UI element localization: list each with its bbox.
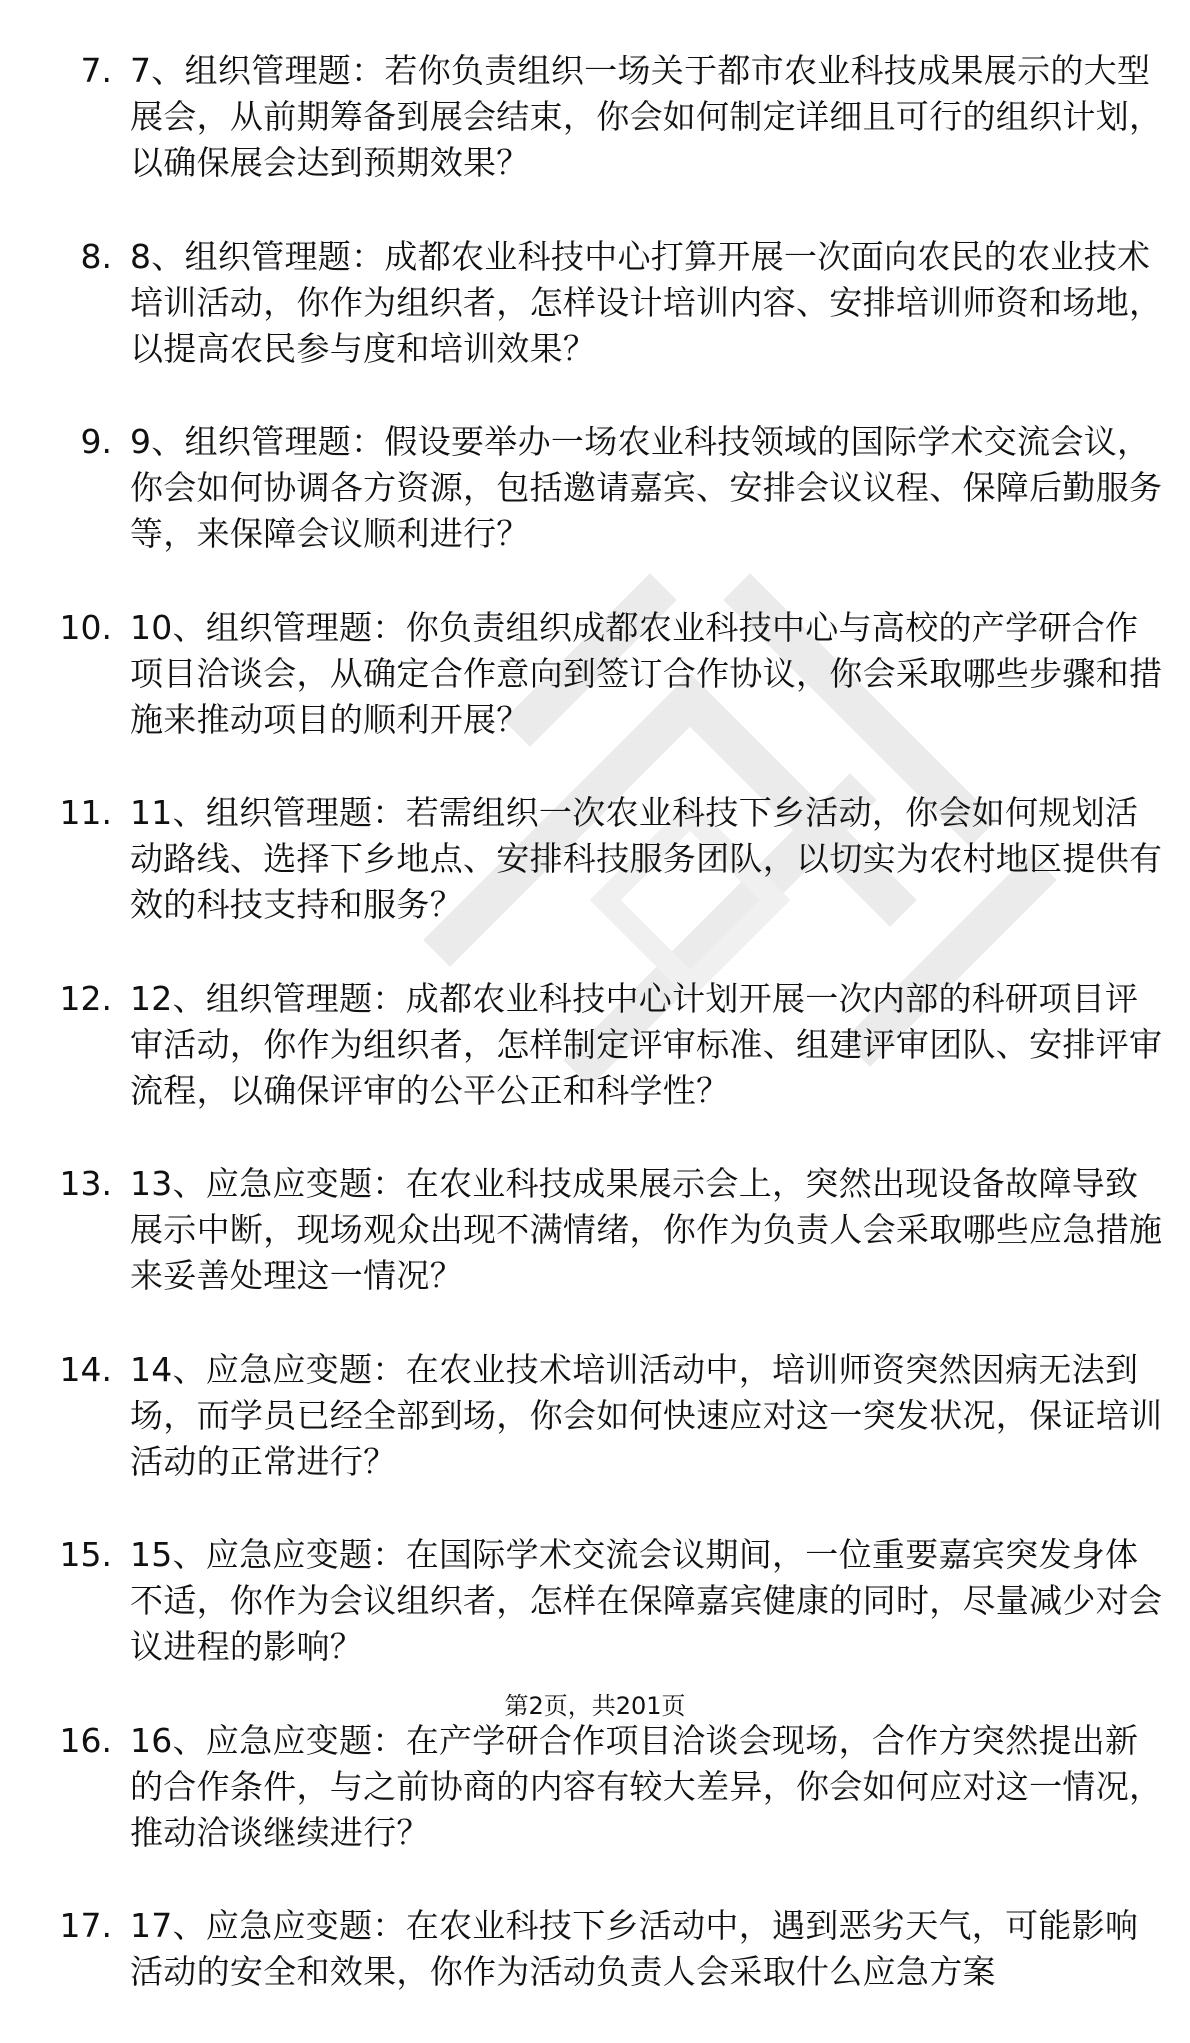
question-text: 10、组织管理题：你负责组织成都农业科技中心与高校的产学研合作项目洽谈会，从确定合作意向到签订合作协议，你会采取哪些步骤和措施来推动项目的顺利开展？ xyxy=(130,607,1163,739)
list-item xyxy=(0,234,1190,372)
page-footer: 第2页，共201页 xyxy=(504,1692,686,1720)
question-text: 8、组织管理题：成都农业科技中心打算开展一次面向农民的农业技术培训活动，你作为组织者，怎样设计培训内容、安排培训师资和场地，以提高农民参与度和培训效果？ xyxy=(130,236,1163,368)
question-number: 12. xyxy=(59,978,112,1018)
list-item xyxy=(0,1718,1190,1856)
list-item xyxy=(0,1903,1190,1995)
question-number: 13. xyxy=(59,1164,112,1203)
question-text: 9、组织管理题：假设要举办一场农业科技领域的国际学术交流会议，你会如何协调各方资源，包括邀请嘉宾、安排会议议程、保障后勤服务等，来保障会议顺利进行？ xyxy=(130,422,1163,553)
question-number: 14. xyxy=(59,1349,112,1389)
question-text: 14、应急应变题：在农业技术培训活动中，培训师资突然因病无法到场，而学员已经全部到场，你会如何快速应对这一突发状况，保证培训活动的正常进行？ xyxy=(130,1349,1163,1481)
question-text: 17、应急应变题：在农业科技下乡活动中，遇到恶劣天气，可能影响活动的安全和效果，你作为活动负责人会采取什么应急方案 xyxy=(130,1906,1139,1991)
question-text: 13、应急应变题：在农业科技成果展示会上，突然出现设备故障导致展示中断，现场观众出现不满情绪，你作为负责人会采取哪些应急措施来妥善处理这一情况？ xyxy=(130,1164,1163,1295)
question-text: 15、应急应变题：在国际学术交流会议期间，一位重要嘉宾突发身体不适，你作为会议组织者，怎样在保障嘉宾健康的同时，尽量减少对会议进程的影响？ xyxy=(130,1535,1163,1666)
list-item xyxy=(0,605,1190,743)
question-text: 7、组织管理题：若你负责组织一场关于都市农业科技成果展示的大型展会，从前期筹备到展会结束，你会如何制定详细且可行的组织计划，以确保展会达到预期效果？ xyxy=(130,51,1163,182)
question-number: 17. xyxy=(59,1906,112,1945)
question-number: 7. xyxy=(80,51,112,90)
question-number: 9. xyxy=(80,422,112,461)
question-text: 11、组织管理题：若需组织一次农业科技下乡活动，你会如何规划活动路线、选择下乡地点、安排科技服务团队，以切实为农村地区提供有效的科技支持和服务？ xyxy=(130,793,1163,924)
question-text: 12、组织管理题：成都农业科技中心计划开展一次内部的科研项目评审活动，你作为组织者，怎样制定评审标准、组建评审团队、安排评审流程，以确保评审的公平公正和科学性？ xyxy=(130,978,1163,1110)
list-item xyxy=(0,790,1190,928)
question-number: 15. xyxy=(59,1535,112,1574)
list-item xyxy=(0,1347,1190,1485)
question-list xyxy=(0,48,1190,2043)
list-item xyxy=(0,1532,1190,1670)
question-number: 16. xyxy=(59,1720,112,1760)
list-item xyxy=(0,419,1190,557)
question-number: 11. xyxy=(59,793,112,832)
question-number: 10. xyxy=(59,607,112,647)
list-item xyxy=(0,976,1190,1114)
list-item xyxy=(0,48,1190,186)
question-number: 8. xyxy=(80,236,112,276)
question-text: 16、应急应变题：在产学研合作项目洽谈会现场，合作方突然提出新的合作条件，与之前协商的内容有较大差异，你会如何应对这一情况，推动洽谈继续进行？ xyxy=(130,1720,1163,1852)
list-item xyxy=(0,1161,1190,1299)
